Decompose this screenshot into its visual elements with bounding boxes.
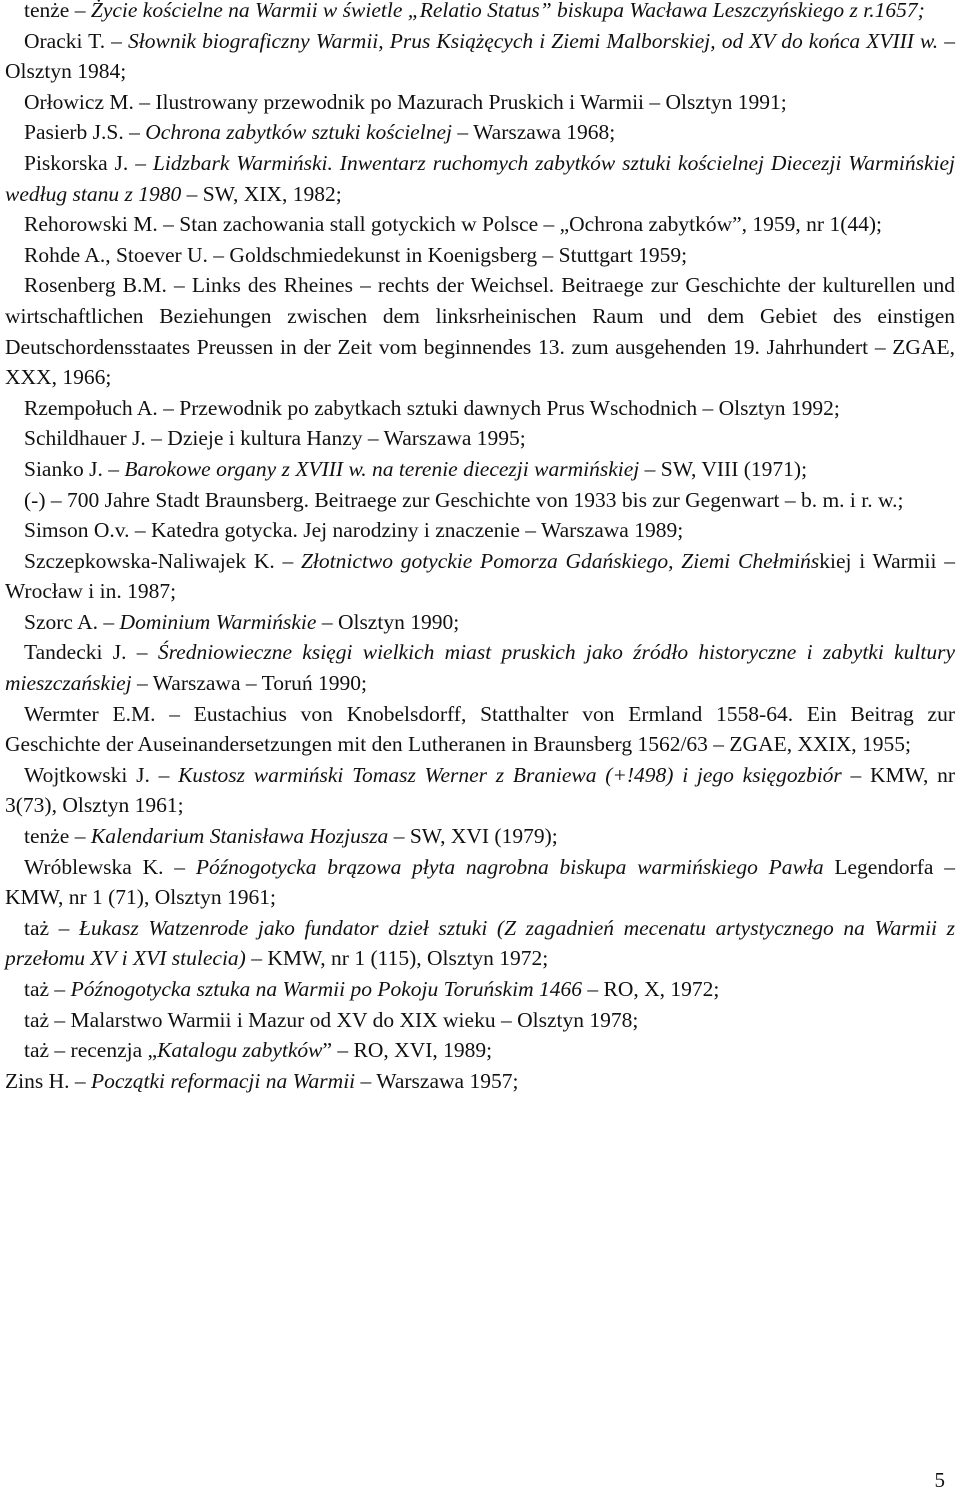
entry-text: – Warszawa 1968; — [451, 120, 616, 145]
entry-title-italic: Średniowieczne księgi wielkich miast pruskich jako źródło historyczne i zabytki kultury mieszczańskiej — [5, 640, 955, 696]
entry-title-italic: Katalogu zabytków — [157, 1038, 323, 1063]
entry-text: – SW, VIII (1971); — [639, 456, 808, 481]
entry-text: – KMW, nr 3(73), Olsztyn 1961; — [5, 762, 955, 818]
bibliography-entry — [5, 26, 955, 87]
entry-text: Rosenberg B.M. – Links des Rheines – rechts der Weichsel. Beitraege zur Geschichte der kulturellen und wirtschaftlichen Beziehungen zwischen dem linksrheinischen Raum und dem Gebiet des einstigen Deutschordensstaates Preussen in der Zeit vom beginnendes 13. zum ausgehenden 19. Jahrhundert – ZGAE, XXX, 1966; — [5, 273, 955, 390]
entry-title-italic: Późnogotycka sztuka na Warmii po Pokoju Toruńskim 1466 — [70, 977, 582, 1001]
bibliography-entry — [5, 1066, 955, 1097]
entry-title-italic: Początki reformacji na Warmii — [91, 1068, 356, 1093]
entry-title-italic: Kustosz warmiński Tomasz Werner z Braniewa (+!498) i jego księgozbiór — [178, 762, 842, 787]
entry-text: – Olsztyn 1984; — [5, 28, 956, 84]
entry-text: Sianko J. – — [24, 456, 125, 481]
bibliography-entry — [5, 760, 955, 821]
entry-title-italic: Lidzbark Warmiński. Inwentarz ruchomych zabytków sztuki kościelnej Diecezji Warmińskiej według stanu z 1980 — [5, 150, 955, 206]
entry-text: Tandecki J. – — [24, 640, 158, 665]
entry-title-italic: Ochrona zabytków sztuki kościelnej — [145, 120, 452, 145]
entry-text: – SW, XIX, 1982; — [181, 181, 342, 206]
entry-text: – SW, XVI (1979); — [388, 824, 558, 849]
entry-text: Schildhauer J. – Dzieje i kultura Hanzy – Warszawa 1995; — [24, 426, 526, 451]
entry-text: taż – — [24, 915, 80, 940]
entry-title-italic: Życie kościelne na Warmii w świetle „Relatio Status” biskupa Wacława Leszczyńskiego z r.1657; — [90, 0, 925, 22]
entry-text: Rohde A., Stoever U. – Goldschmiedekunst in Koenigsberg – Stuttgart 1959; — [24, 242, 688, 267]
bibliography-entry — [5, 974, 955, 1005]
bibliography-entry — [5, 270, 955, 392]
bibliography-entry — [5, 1005, 955, 1036]
entry-text: Szczepkowska-Naliwajek K. – — [24, 548, 301, 573]
bibliography-entry — [5, 821, 955, 852]
entry-text: Rehorowski M. – Stan zachowania stall gotyckich w Polsce – „Ochrona zabytków”, 1959, nr 1(44); — [24, 212, 883, 237]
entry-text: Zins H. – — [5, 1068, 91, 1093]
bibliography-entry — [5, 393, 955, 424]
entry-text: Rzempołuch A. – Przewodnik po zabytkach sztuki dawnych Prus Wschodnich – Olsztyn 1992; — [24, 395, 840, 420]
bibliography-entry — [5, 546, 955, 607]
bibliography-list — [5, 0, 955, 1096]
bibliography-entry — [5, 485, 955, 516]
entry-text: Szorc A. – — [24, 609, 120, 634]
entry-text: taż – recenzja „ — [24, 1038, 158, 1063]
entry-text: Piskorska J. – — [24, 150, 153, 175]
entry-title-italic: Kalendarium Stanisława Hozjusza — [90, 824, 389, 849]
entry-title-italic: Barokowe organy z XVIII w. na terenie diecezji warmińskiej — [124, 456, 640, 481]
bibliography-entry — [5, 607, 955, 638]
entry-text: – Warszawa 1957; — [355, 1068, 519, 1093]
bibliography-entry — [5, 240, 955, 271]
entry-text: taż – — [24, 977, 71, 1001]
document-page — [5, 0, 955, 1501]
page-number: 5 — [934, 1468, 945, 1492]
bibliography-entry — [5, 87, 955, 118]
entry-text: tenże – — [24, 824, 91, 849]
entry-title-italic: Łukasz Watzenrode jako fundator dzieł sztuki (Z zagadnień mecenatu artystycznego na Warmii z przełomu XV i XVI stulecia) — [5, 915, 955, 971]
bibliography-entry — [5, 117, 955, 148]
entry-text: Pasierb J.S. – — [24, 120, 146, 145]
entry-text: tenże – — [24, 0, 91, 22]
entry-text: – Olsztyn 1990; — [316, 609, 460, 634]
bibliography-entry — [5, 699, 955, 760]
bibliography-entry — [5, 148, 955, 209]
entry-text: – Warszawa – Toruń 1990; — [131, 671, 368, 696]
bibliography-entry — [5, 1035, 955, 1066]
entry-text: Wróblewska K. – — [24, 854, 196, 879]
bibliography-entry — [5, 423, 955, 454]
entry-text: Legendorfa – KMW, nr 1 (71), Olsztyn 1961; — [5, 854, 955, 910]
entry-text: – KMW, nr 1 (115), Olsztyn 1972; — [245, 946, 549, 971]
bibliography-entry — [5, 515, 955, 546]
entry-text: kiej i Warmii – Wrocław i in. 1987; — [5, 548, 955, 604]
bibliography-entry — [5, 209, 955, 240]
entry-title-italic: borskiej, od XV do końca XVIII w. — [640, 28, 939, 53]
entry-text: ” – RO, XVI, 1989; — [322, 1038, 493, 1063]
entry-text: Orłowicz M. – Ilustrowany przewodnik po Mazurach Pruskich i Warmii – Olsztyn 1991; — [24, 89, 787, 114]
bibliography-entry — [5, 0, 955, 26]
entry-title-italic: Słownik biograficzny Warmii, Prus Książęcych i Ziemi Mal — [128, 28, 641, 53]
entry-text: Wojtkowski J. – — [24, 762, 179, 787]
entry-title-italic: Późnogotycka brązowa płyta nagrobna biskupa warmińskiego Pawła — [195, 854, 824, 879]
bibliography-entry — [5, 454, 955, 485]
entry-text: Wermter E.M. – Eustachius von Knobelsdorff, Statthalter von Ermland 1558-64. Ein Beitrag zur Geschichte der Auseinandersetzungen mit den Lutheranen in Braunsberg 1562/63 – ZGAE, XXIX, 1955; — [5, 701, 955, 757]
entry-text: (-) – 700 Jahre Stadt Braunsberg. Beitraege zur Geschichte von 1933 bis zur Gegenwart – b. m. i r. w.; — [24, 487, 904, 512]
entry-title-italic: Dominium Warmińskie — [119, 609, 317, 634]
entry-text: taż – Malarstwo Warmii i Mazur od XV do XIX wieku – Olsztyn 1978; — [24, 1007, 639, 1032]
entry-text: Simson O.v. – Katedra gotycka. Jej narodziny i znaczenie – Warszawa 1989; — [24, 518, 684, 543]
bibliography-entry — [5, 852, 955, 913]
entry-title-italic: Złotnictwo gotyckie Pomorza Gdańskiego, Ziemi Chełmińs — [300, 548, 820, 573]
bibliography-entry — [5, 913, 955, 974]
entry-text: – RO, X, 1972; — [581, 977, 720, 1001]
bibliography-entry — [5, 637, 955, 698]
entry-text: Oracki T. – — [24, 28, 129, 53]
